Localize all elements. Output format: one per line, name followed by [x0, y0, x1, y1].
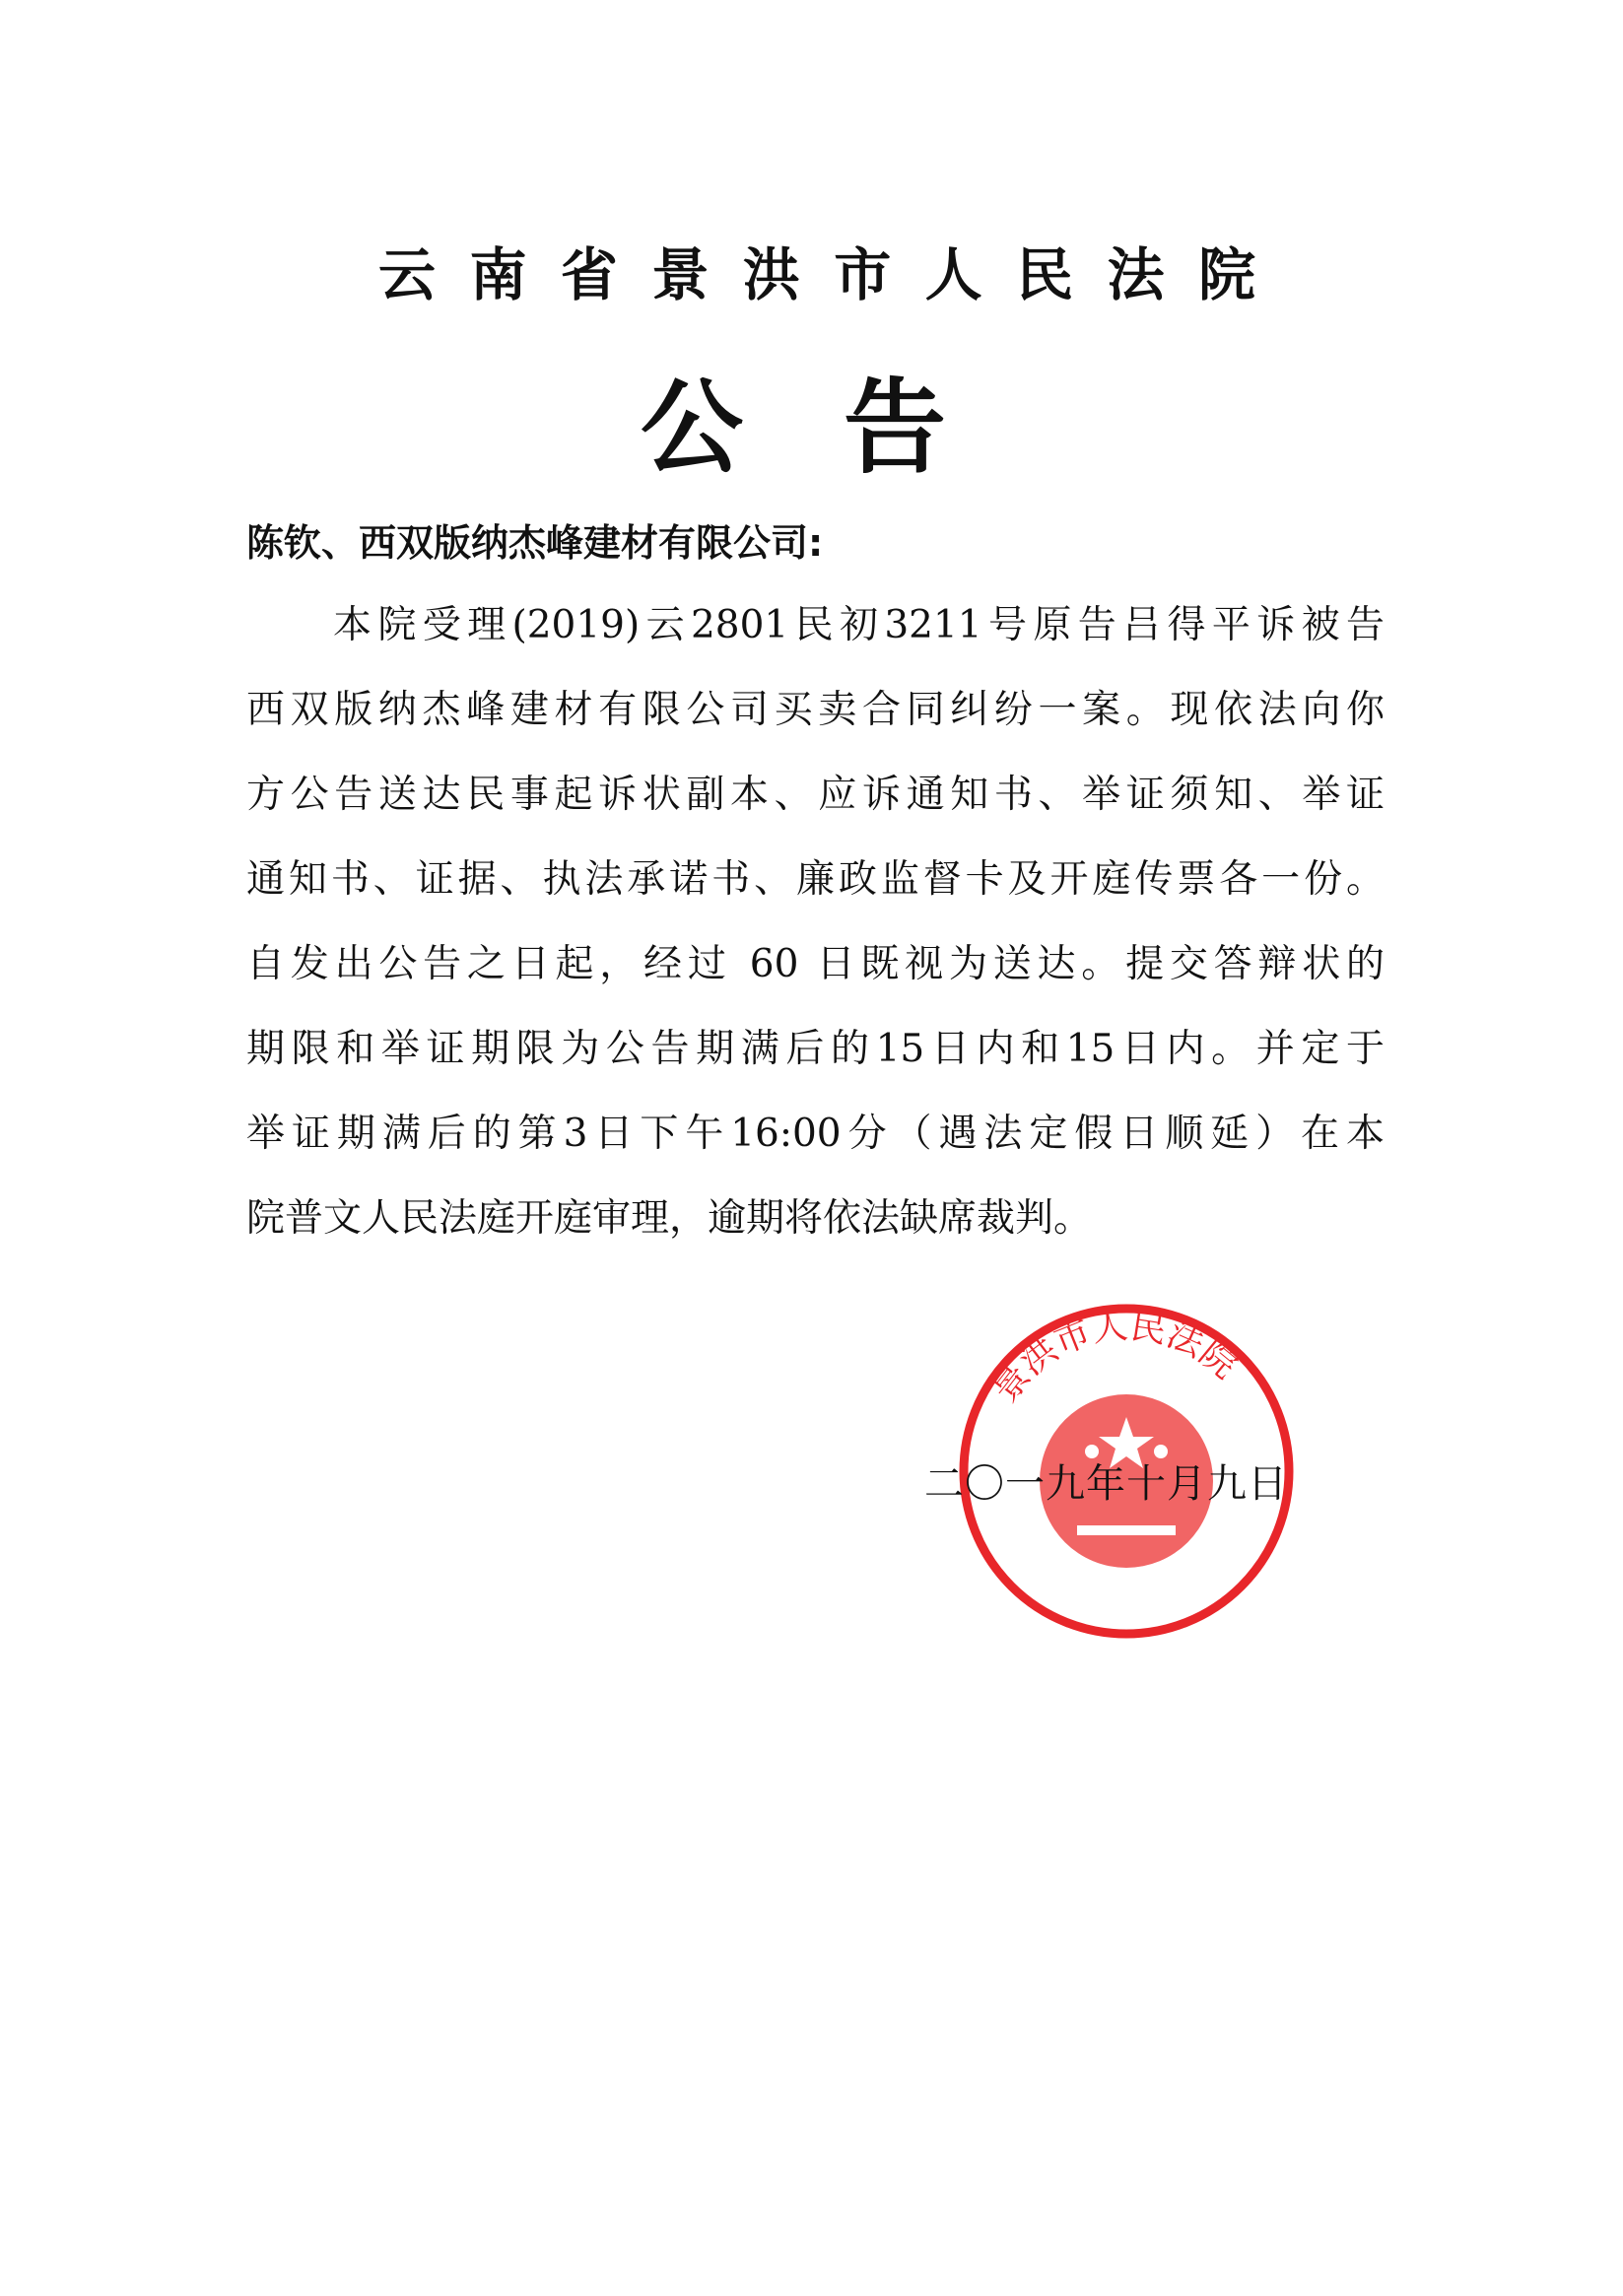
body-line: 本院受理(2019)云2801民初3211号原告吕得平诉被告 [333, 603, 1385, 647]
notice-title [641, 345, 946, 493]
heading-char: 法 [1107, 241, 1165, 308]
court-name-heading [378, 229, 1255, 311]
body-line: 期限和举证期限为公告期满后的15日内和15日内。并定于 [246, 1027, 1385, 1071]
heading-char: 市 [834, 241, 892, 308]
addressee: 陈钦、西双版纳杰峰建材有限公司: [246, 521, 824, 565]
body-line: 西双版纳杰峰建材有限公司买卖合同纠纷一案。现依法向你 [246, 688, 1385, 732]
title-char: 告 [843, 368, 946, 488]
body-line: 通知书、证据、执法承诺书、廉政监督卡及开庭传票各一份。 [246, 857, 1385, 902]
notice-body [246, 596, 1385, 1274]
body-line: 举证期满后的第3日下午16:00分（遇法定假日顺延）在本 [246, 1112, 1385, 1156]
issue-date: 二〇一九年十月九日 [924, 1461, 1288, 1507]
body-line: 自发出公告之日起，经过 60 日既视为送达。提交答辩状的 [246, 942, 1385, 986]
seal-lettering: 景洪市人民法院 [984, 1306, 1245, 1410]
heading-char: 人 [924, 241, 982, 308]
heading-char: 景 [651, 241, 710, 308]
heading-char: 院 [1197, 241, 1255, 308]
title-char: 公 [641, 368, 744, 488]
heading-char: 洪 [742, 241, 800, 308]
body-line: 院普文人民法庭开庭审理，逾期将依法缺席裁判。 [246, 1196, 1093, 1241]
body-line: 方公告送达民事起诉状副本、应诉通知书、举证须知、举证 [246, 773, 1385, 817]
heading-char: 云 [378, 241, 437, 308]
heading-char: 南 [469, 241, 527, 308]
heading-char: 省 [560, 241, 618, 308]
heading-char: 民 [1016, 241, 1074, 308]
